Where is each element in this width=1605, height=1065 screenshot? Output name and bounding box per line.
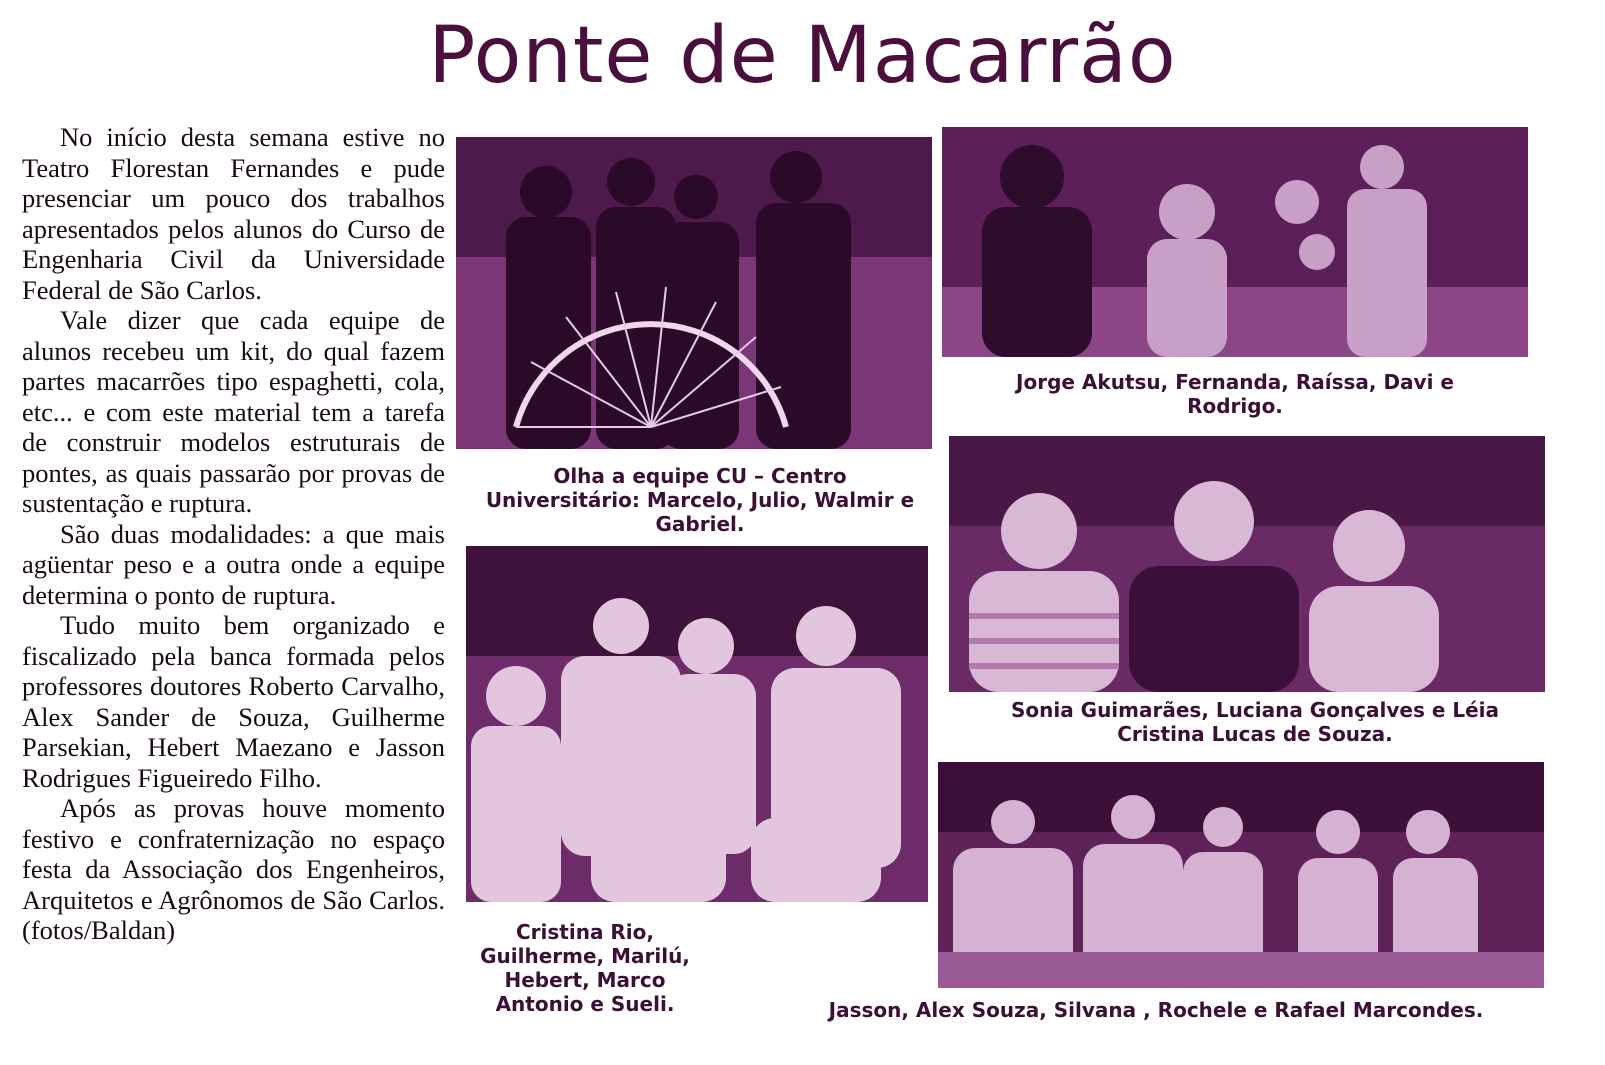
caption-table-group: Jorge Akutsu, Fernanda, Raíssa, Davi e Rodrigo. bbox=[1016, 370, 1454, 418]
caption-three-women: Sonia Guimarães, Luciana Gonçalves e Léia Cristina Lucas de Souza. bbox=[1010, 698, 1500, 746]
article-body bbox=[22, 122, 445, 946]
caption-group-six: Cristina Rio, Guilherme, Marilú, Hebert, Marco Antonio e Sueli. bbox=[480, 920, 690, 1016]
photo-table-group bbox=[942, 127, 1528, 357]
article-paragraph: São duas modalidades: a que mais agüentar peso e a outra onde a equipe determina o ponto de ruptura. bbox=[22, 518, 445, 610]
photo-team-bridge bbox=[456, 137, 932, 449]
photo-three-women bbox=[949, 436, 1545, 692]
article-paragraph: Vale dizer que cada equipe de alunos recebeu um kit, do qual fazem partes macarrões tipo espaghetti, cola, etc... e com este material tem a tarefa de construir modelos estruturais de pontes, as quais passarão por provas de sustentação e ruptura. bbox=[22, 305, 445, 518]
caption-five-seated: Jasson, Alex Souza, Silvana , Rochele e Rafael Marcondes. bbox=[828, 998, 1484, 1022]
photo-five-seated bbox=[938, 762, 1544, 988]
article-paragraph: Tudo muito bem organizado e fiscalizado pela banca formada pelos professores doutores Roberto Carvalho, Alex Sander de Souza, Guilherme Parsekian, Hebert Maezano e Jasson Rodrigues Figueiredo Filho. bbox=[22, 610, 445, 793]
headline: Ponte de Macarrão bbox=[428, 11, 1177, 101]
article-paragraph: No início desta semana estive no Teatro Florestan Fernandes e pude presenciar um pouco dos trabalhos apresentados pelos alunos do Curso de Engenharia Civil da Universidade Federal de São Carlos. bbox=[22, 122, 445, 305]
photo-group-six bbox=[466, 546, 928, 902]
article-paragraph: Após as provas houve momento festivo e confraternização no espaço festa da Associação dos Engenheiros, Arquitetos e Agrônomos de São Carlos. (fotos/Baldan) bbox=[22, 793, 445, 945]
caption-team-bridge: Olha a equipe CU – Centro Universitário: Marcelo, Julio, Walmir e Gabriel. bbox=[485, 464, 915, 536]
